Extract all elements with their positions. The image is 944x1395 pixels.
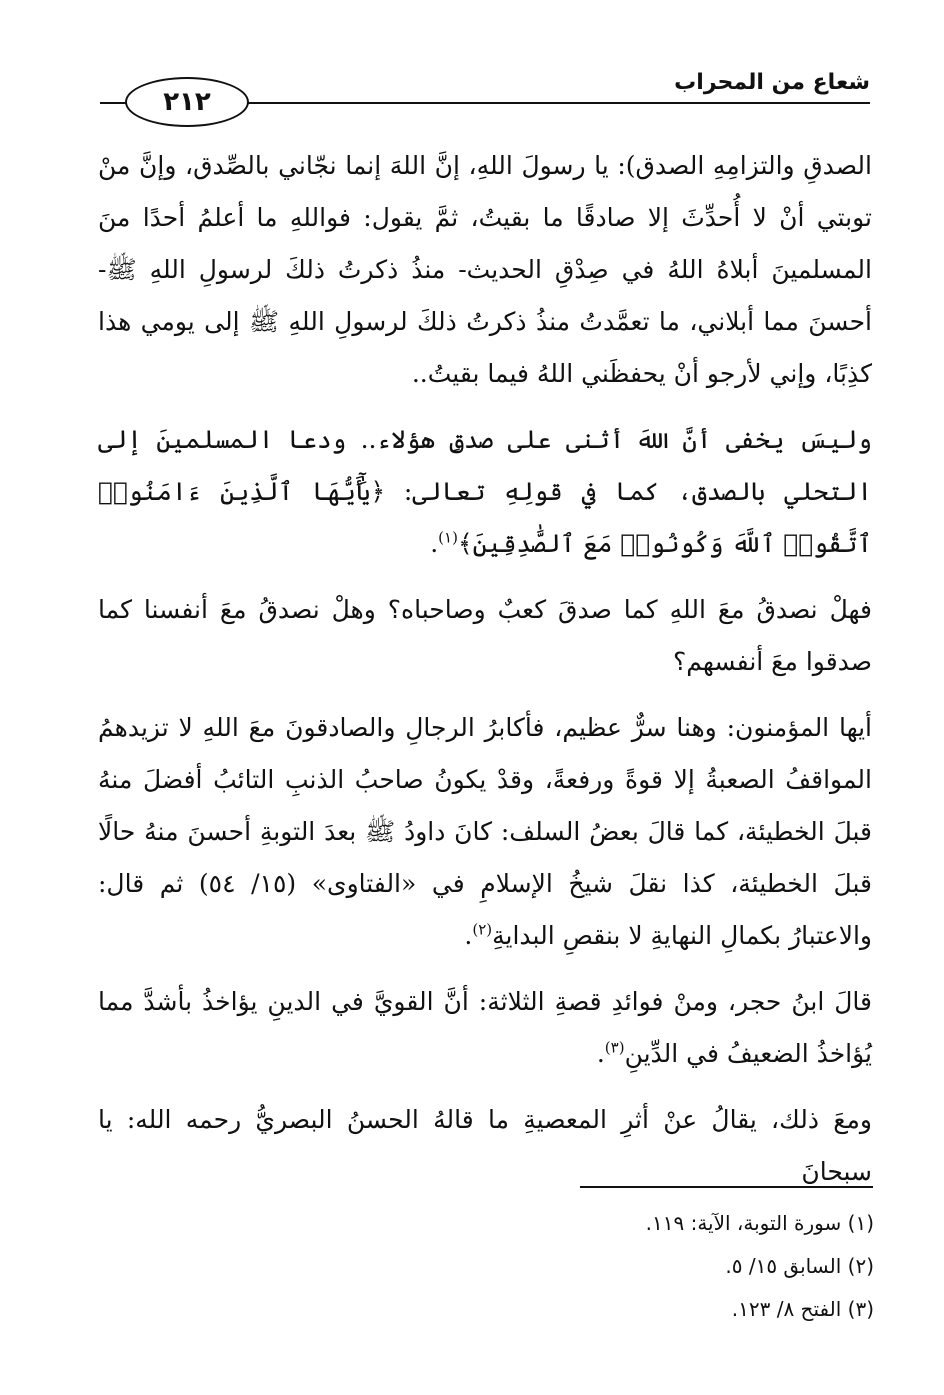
paragraph: ومعَ ذلك، يقالُ عنْ أثرِ المعصيةِ ما قالهُ الحسنُ البصريُّ رحمه الله: يا سبحانَ <box>98 1105 872 1186</box>
footnote: (٣) الفتح ٨/ ١٢٣. <box>731 1297 874 1321</box>
running-title: شعاع من المحراب <box>674 70 870 95</box>
paragraph: فهلْ نصدقُ معَ اللهِ كما صدقَ كعبٌ وصاحباه؟ وهلْ نصدقُ معَ أنفسنا كما صدقوا معَ أنفسهم؟ <box>98 595 872 676</box>
footnote-marker: (٣) <box>604 1038 625 1057</box>
page-number: ٢١٢ <box>125 77 249 127</box>
paragraph: الصدقِ والتزامِهِ الصدق): يا رسولَ اللهِ، إنَّ اللهَ إنما نجّاني بالصِّدق، وإنَّ منْ توبتي أنْ لا أُحدِّثَ إلا صادقًا ما بقيتُ، ثمَّ يقول: فواللهِ ما أعلمُ أحدًا منَ المسلمينَ أبلاهُ اللهُ في صِدْقِ الحديث- منذُ ذكرتُ ذلكَ لرسولِ اللهِ ﷺ- أحسنَ مما أبلاني، ما تعمَّدتُ منذُ ذكرتُ ذلكَ لرسولِ اللهِ ﷺ إلى يومي هذا كذِبًا، وإني لأرجو أنْ يحفظَني اللهُ فيما بقيتُ.. <box>98 151 872 388</box>
footnotes <box>374 1202 874 1331</box>
footnote: (١) سورة التوبة، الآية: ١١٩. <box>645 1211 874 1235</box>
paragraph: قالَ ابنُ حجر، ومنْ فوائدِ قصةِ الثلاثة: أنَّ القويَّ في الدينِ يؤاخذُ بأشدَّ مما يُؤاخذُ الضعيفُ في الدِّينِ$^{(٣)}$. <box>98 987 872 1068</box>
footnote-separator <box>580 1186 873 1188</box>
paragraph: أيها المؤمنون: وهنا سرٌّ عظيم، فأكابرُ الرجالِ والصادقونَ معَ اللهِ لا تزيدهمُ المواقفُ الصعبةُ إلا قوةً ورفعةً، وقدْ يكونُ صاحبُ الذنبِ التائبُ أفضلَ منهُ قبلَ الخطيئة، كما قالَ بعضُ السلف: كانَ داودُ ﷺ بعدَ التوبةِ أحسنَ منهُ حالًا قبلَ الخطيئة، كذا نقلَ شيخُ الإسلامِ في «الفتاوى» (١٥/ ٥٤) ثم قال: والاعتبارُ بكمالِ النهايةِ لا بنقصِ البدايةِ$^{(٢)}$. <box>98 713 872 950</box>
paragraph: وليسَ يخفى أنَّ اللهَ أثنى على صدقِ هؤلاء.. ودعا المسلمينَ إلى التحلي بالصدق، كما في قولِهِ تعالى: ﴿يَٰٓأَيُّهَا ٱلَّذِينَ ءَامَنُوا۟ ٱتَّقُوا۟ ٱللَّهَ وَكُونُوا۟ مَعَ ٱلصَّٰدِقِينَ﴾$^{(١)}$. <box>98 425 872 558</box>
footnote: (٢) السابق ١٥/ ٥. <box>725 1254 874 1278</box>
header-rule <box>245 102 870 104</box>
footnote-marker: (٢) <box>472 920 493 939</box>
page-header <box>70 62 870 122</box>
body-text <box>98 140 872 1212</box>
footnote-marker: (١) <box>438 528 458 547</box>
